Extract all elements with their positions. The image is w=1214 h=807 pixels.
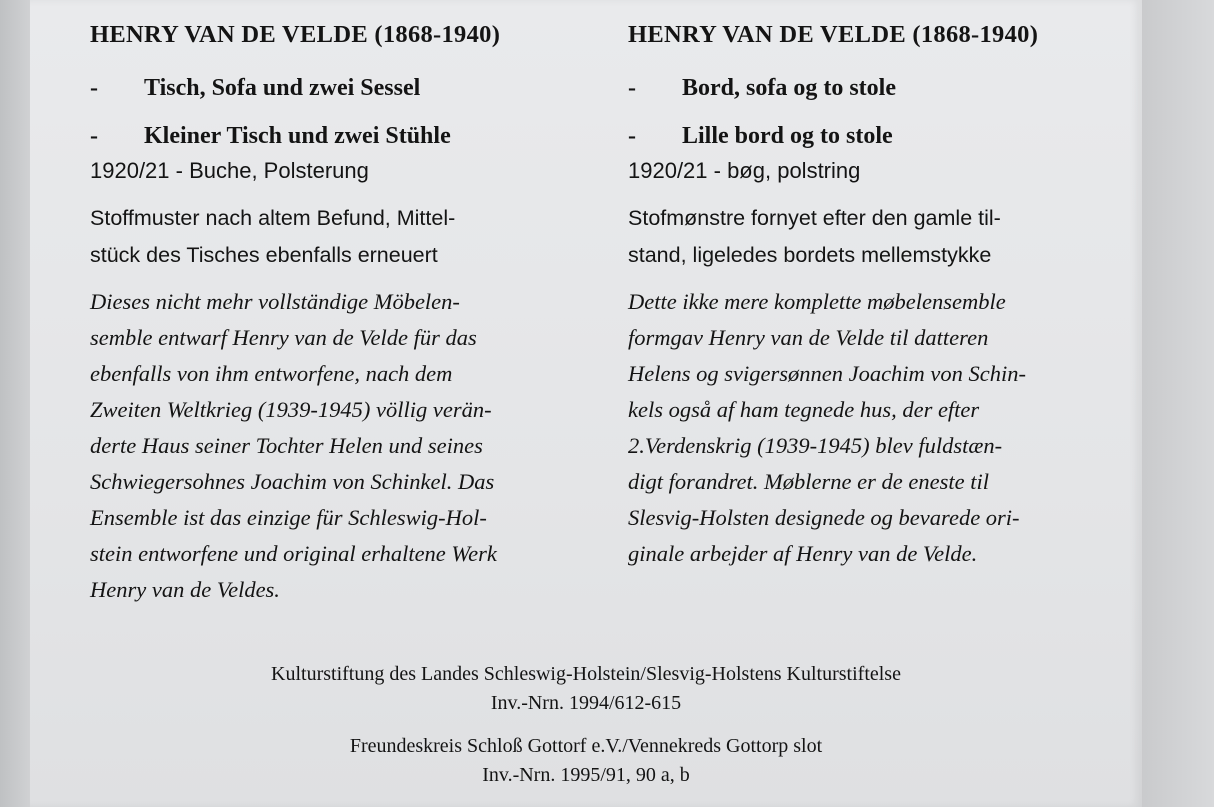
item-text: Lille bord og to stole bbox=[682, 123, 893, 149]
item-text: Bord, sofa og to stole bbox=[682, 75, 896, 101]
description-line: ginale arbejder af Henry van de Velde. bbox=[628, 541, 978, 566]
description-line: ebenfalls von ihm entworfene, nach dem bbox=[90, 361, 453, 386]
item-dash: - bbox=[90, 75, 98, 101]
danish-item-1 bbox=[628, 74, 1118, 102]
item-text: Kleiner Tisch und zwei Stühle bbox=[144, 123, 451, 149]
german-note bbox=[90, 200, 595, 274]
description-line: Slesvig-Holsten designede og bevarede ori- bbox=[628, 505, 1020, 530]
museum-label-card bbox=[30, 0, 1142, 807]
note-line: stand, ligeledes bordets mellemstykke bbox=[628, 243, 992, 267]
item-dash: - bbox=[90, 123, 98, 149]
german-date-material: 1920/21 - Buche, Polsterung bbox=[90, 158, 369, 183]
description-line: Dette ikke mere komplette møbelensemble bbox=[628, 289, 1006, 314]
german-column bbox=[90, 18, 595, 608]
inventory-numbers: Inv.-Nrn. 1994/612-615 bbox=[490, 692, 682, 714]
item-dash: - bbox=[628, 123, 636, 149]
danish-note bbox=[628, 200, 1118, 274]
danish-item-2 bbox=[628, 122, 1118, 150]
description-line: derte Haus seiner Tochter Helen und seines bbox=[90, 433, 483, 458]
item-dash: - bbox=[628, 75, 636, 101]
description-line: kels også af ham tegnede hus, der efter bbox=[628, 397, 980, 422]
description-line: Henry van de Veldes. bbox=[90, 577, 280, 602]
inventory-numbers: Inv.-Nrn. 1995/91, 90 a, b bbox=[482, 764, 690, 786]
owner-name: Kulturstiftung des Landes Schleswig-Holstein/Slesvig-Holstens Kulturstiftelse bbox=[271, 663, 901, 685]
note-line: Stofmønstre fornyet efter den gamle til- bbox=[628, 206, 1001, 230]
description-line: 2.Verdenskrig (1939-1945) blev fuldstæn- bbox=[628, 433, 1003, 458]
danish-date-material: 1920/21 - bøg, polstring bbox=[628, 158, 861, 183]
description-line: Helens og svigersønnen Joachim von Schin- bbox=[628, 361, 1027, 386]
description-line: digt forandret. Møblerne er de eneste til bbox=[628, 469, 989, 494]
description-line: Zweiten Weltkrieg (1939-1945) völlig verän- bbox=[90, 397, 492, 422]
description-line: semble entwarf Henry van de Velde für das bbox=[90, 325, 477, 350]
german-description bbox=[90, 284, 595, 608]
description-line: formgav Henry van de Velde til datteren bbox=[628, 325, 989, 350]
note-line: stück des Tisches ebenfalls erneuert bbox=[90, 243, 438, 267]
german-item-2 bbox=[90, 122, 595, 150]
description-line: Schwiegersohnes Joachim von Schinkel. Das bbox=[90, 469, 495, 494]
description-line: Dieses nicht mehr vollständige Möbelen- bbox=[90, 289, 460, 314]
german-title: HENRY VAN DE VELDE (1868-1940) bbox=[90, 21, 501, 48]
item-text: Tisch, Sofa und zwei Sessel bbox=[144, 75, 421, 101]
footer-owner-2 bbox=[30, 732, 1142, 790]
description-line: stein entworfene und original erhaltene Werk bbox=[90, 541, 497, 566]
owner-name: Freundeskreis Schloß Gottorf e.V./Vennekreds Gottorp slot bbox=[349, 735, 823, 757]
wall-left bbox=[0, 0, 30, 807]
description-line: Ensemble ist das einzige für Schleswig-Hol- bbox=[90, 505, 487, 530]
danish-column bbox=[628, 18, 1118, 572]
footer-owner-1 bbox=[30, 660, 1142, 718]
german-item-1 bbox=[90, 74, 595, 102]
wall-right bbox=[1140, 0, 1214, 807]
note-line: Stoffmuster nach altem Befund, Mittel- bbox=[90, 206, 456, 230]
danish-title: HENRY VAN DE VELDE (1868-1940) bbox=[628, 21, 1039, 48]
danish-description bbox=[628, 284, 1118, 572]
